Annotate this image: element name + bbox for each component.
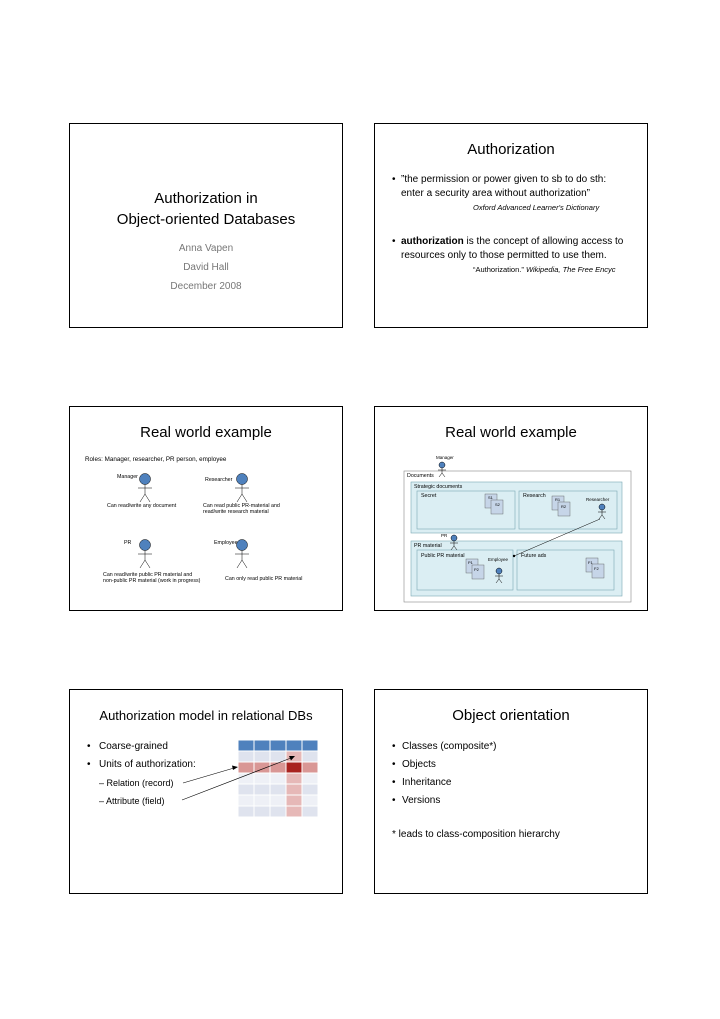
label-research: Research	[523, 493, 546, 499]
footnote: * leads to class-composition hierarchy	[392, 829, 560, 840]
doc-f1: F1	[588, 560, 593, 565]
bullet-dot: •	[392, 174, 396, 185]
bold-term: authorization	[401, 236, 464, 247]
slide-title: Real world example	[140, 424, 272, 441]
doc-s2: S2	[495, 502, 500, 507]
bullet-line-1: ”the permission or power given to sb to do sth:	[401, 174, 607, 185]
pr-desc-2: non-public PR material (work in progress)	[103, 578, 201, 584]
doc-p1: P1	[468, 560, 473, 565]
researcher-desc-2: read/write research material	[203, 509, 269, 515]
doc-r1: R1	[555, 497, 561, 502]
sub-attribute: – Attribute (field)	[99, 796, 165, 806]
pr-figure	[138, 540, 152, 569]
bullet-units: • Units of authorization:	[87, 759, 196, 770]
label-researcher: Researcher	[586, 497, 610, 502]
slide-real-world-roles	[69, 406, 343, 611]
bullet-objects: • Objects	[392, 759, 436, 770]
label-secret: Secret	[421, 493, 437, 499]
title-line-1: Authorization in	[154, 190, 258, 207]
researcher-desc-1: Can read public PR-material and	[203, 503, 280, 509]
slide-object-orientation	[374, 689, 648, 894]
author-2: David Hall	[183, 262, 229, 273]
relation-arrowhead	[232, 766, 238, 771]
label-manager: Manager	[117, 474, 138, 480]
label-manager: Manager	[436, 455, 454, 460]
doc-r2: R2	[561, 504, 567, 509]
slide-title: Authorization	[467, 141, 555, 158]
relation-grid	[70, 690, 343, 894]
label-documents: Documents	[407, 473, 434, 479]
label-pr-material: PR material	[414, 543, 442, 549]
label-researcher: Researcher	[205, 477, 233, 483]
source-wikipedia: “Authorization.” Wikipedia, The Free Encyc	[473, 265, 616, 274]
doc-f2: F2	[594, 566, 599, 571]
slide-relational-auth	[69, 689, 343, 894]
manager-desc: Can read/write any document	[107, 503, 177, 509]
bullet-line-2: enter a security area without authorization”	[401, 188, 590, 199]
bullet-versions: • Versions	[392, 795, 441, 806]
slide-title: Object orientation	[452, 707, 570, 724]
label-pr: PR	[441, 533, 448, 538]
slide-real-world-documents	[374, 406, 648, 611]
sub-relation: – Relation (record)	[99, 778, 174, 788]
bullet-line-2: resources only to those permitted to use them.	[401, 250, 607, 261]
source-oxford: Oxford Advanced Learner's Dictionary	[473, 203, 600, 212]
bullet-definition	[392, 173, 642, 201]
date: December 2008	[170, 281, 242, 292]
employee-desc: Can only read public PR material	[225, 576, 303, 582]
label-employee: Employee	[488, 557, 509, 562]
researcher-figure	[235, 474, 249, 503]
doc-p2: P2	[474, 567, 479, 572]
slide-title: Real world example	[445, 424, 577, 441]
bullet-classes: • Classes (composite*)	[392, 741, 497, 752]
pr-desc-1: Can read/write public PR material and	[103, 572, 193, 578]
bullet-text: is the concept of allowing access to	[463, 236, 624, 247]
roles-line: Roles: Manager, researcher, PR person, employee	[85, 456, 227, 463]
bullet-concept	[392, 235, 647, 263]
doc-s1: S1	[488, 495, 493, 500]
author-1: Anna Vapen	[178, 243, 234, 254]
label-pr: PR	[124, 540, 132, 546]
label-strategic: Strategic documents	[414, 484, 463, 490]
label-employee: Employee	[214, 540, 238, 546]
relation-arrow	[183, 768, 234, 783]
document-diagram	[375, 407, 648, 611]
label-future-ads: Future ads	[521, 553, 547, 559]
bullet-inheritance: • Inheritance	[392, 777, 452, 788]
slide-title	[69, 123, 343, 328]
title-line-2: Object-oriented Databases	[116, 211, 296, 228]
bullet-coarse: • Coarse-grained	[87, 741, 168, 752]
bullet-dot: •	[392, 236, 396, 247]
manager-figure	[138, 474, 152, 503]
slide-authorization	[374, 123, 648, 328]
label-public-pr: Public PR material	[421, 553, 465, 559]
arrow-head	[513, 555, 515, 557]
slide-title: Authorization model in relational DBs	[99, 708, 313, 723]
